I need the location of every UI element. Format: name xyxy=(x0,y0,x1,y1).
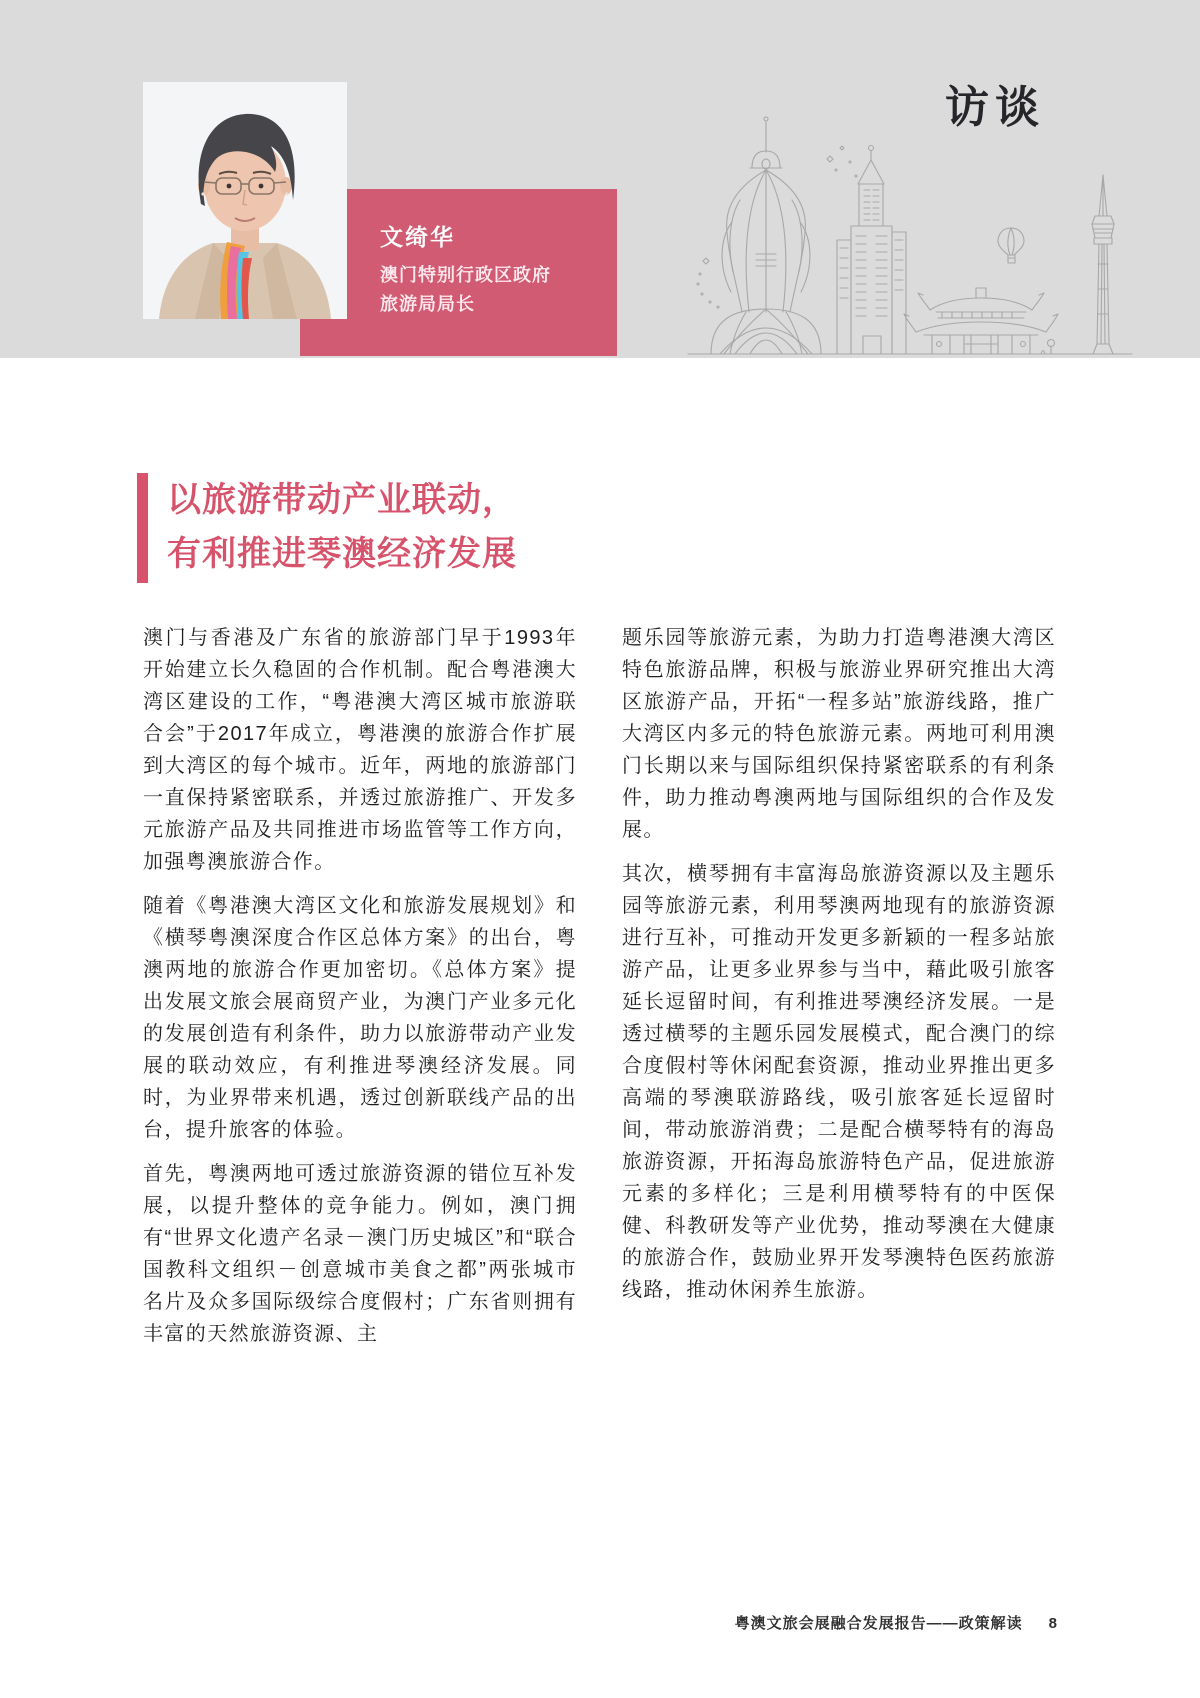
paragraph: 澳门与香港及广东省的旅游部门早于1993年开始建立长久稳固的合作机制。配合粤港澳大湾区建设的工作，“粤港澳大湾区城市旅游联合会”于2017年成立，粤港澳的旅游合作扩展到大湾区的每个城市。近年，两地的旅游部门一直保持紧密联系，并透过旅游推广、开发多元旅游产品及共同推进市场监管等工作方向，加强粤澳旅游合作。 xyxy=(143,627,577,873)
interviewee-card xyxy=(300,189,617,356)
title-accent-bar xyxy=(137,473,148,583)
article-title-line1: 以旅游带动产业联动， xyxy=(167,481,517,519)
footer-report-title: 粤澳文旅会展融合发展报告——政策解读 xyxy=(734,1615,1023,1632)
interviewee-org-line1: 澳门特别行政区政府 xyxy=(380,265,551,285)
paragraph: 题乐园等旅游元素，为助力打造粤港澳大湾区特色旅游品牌，积极与旅游业界研究推出大湾区旅游产品，开拓“一程多站”旅游线路，推广大湾区内多元的特色旅游元素。两地可利用澳门长期以来与国际组织保持紧密联系的有利条件，助力推动粤澳两地与国际组织的合作及发展。 xyxy=(622,627,1056,841)
section-label: 访谈 xyxy=(945,83,1045,132)
interviewee-name: 文绮华 xyxy=(380,224,455,250)
macau-skyline-illustration xyxy=(680,104,1140,356)
right-column xyxy=(622,622,1056,1318)
left-column xyxy=(143,622,577,1362)
article-title-line2: 有利推进琴澳经济发展 xyxy=(167,535,517,573)
paragraph: 其次，横琴拥有丰富海岛旅游资源以及主题乐园等旅游元素，利用琴澳两地现有的旅游资源进行互补，可推动开发更多新颖的一程多站旅游产品，让更多业界参与当中，藉此吸引旅客延长逗留时间，有利推进琴澳经济发展。一是透过横琴的主题乐园发展模式，配合澳门的综合度假村等休闲配套资源，推动业界推出更多高端的琴澳联游路线，吸引旅客延长逗留时间，带动旅游消费；二是配合横琴特有的海岛旅游资源，开拓海岛旅游特色产品，促进旅游元素的多样化；三是利用横琴特有的中医保健、科教研发等产业优势，推动琴澳在大健康的旅游合作，鼓励业界开发琴澳特色医药旅游线路，推动休闲养生旅游。 xyxy=(622,863,1056,1301)
interviewee-org-line2: 旅游局局长 xyxy=(380,294,475,314)
article-title xyxy=(167,473,767,581)
paragraph: 首先，粤澳两地可透过旅游资源的错位互补发展，以提升整体的竞争能力。例如，澳门拥有“世界文化遗产名录－澳门历史城区”和“联合国教科文组织－创意城市美食之都”两张城市名片及众多国际级综合度假村；广东省则拥有丰富的天然旅游资源、主 xyxy=(143,1163,577,1345)
header-band xyxy=(0,0,1200,358)
page-footer xyxy=(735,1612,1058,1633)
footer-page-number: 8 xyxy=(1048,1615,1058,1632)
paragraph: 随着《粤港澳大湾区文化和旅游发展规划》和《横琴粤澳深度合作区总体方案》的出台，粤澳两地的旅游合作更加密切。《总体方案》提出发展文旅会展商贸产业，为澳门产业多元化的发展创造有利条件，助力以旅游带动产业发展的联动效应，有利推进琴澳经济发展。同时，为业界带来机遇，透过创新联线产品的出台，提升旅客的体验。 xyxy=(143,895,577,1141)
portrait-photo xyxy=(143,82,347,319)
